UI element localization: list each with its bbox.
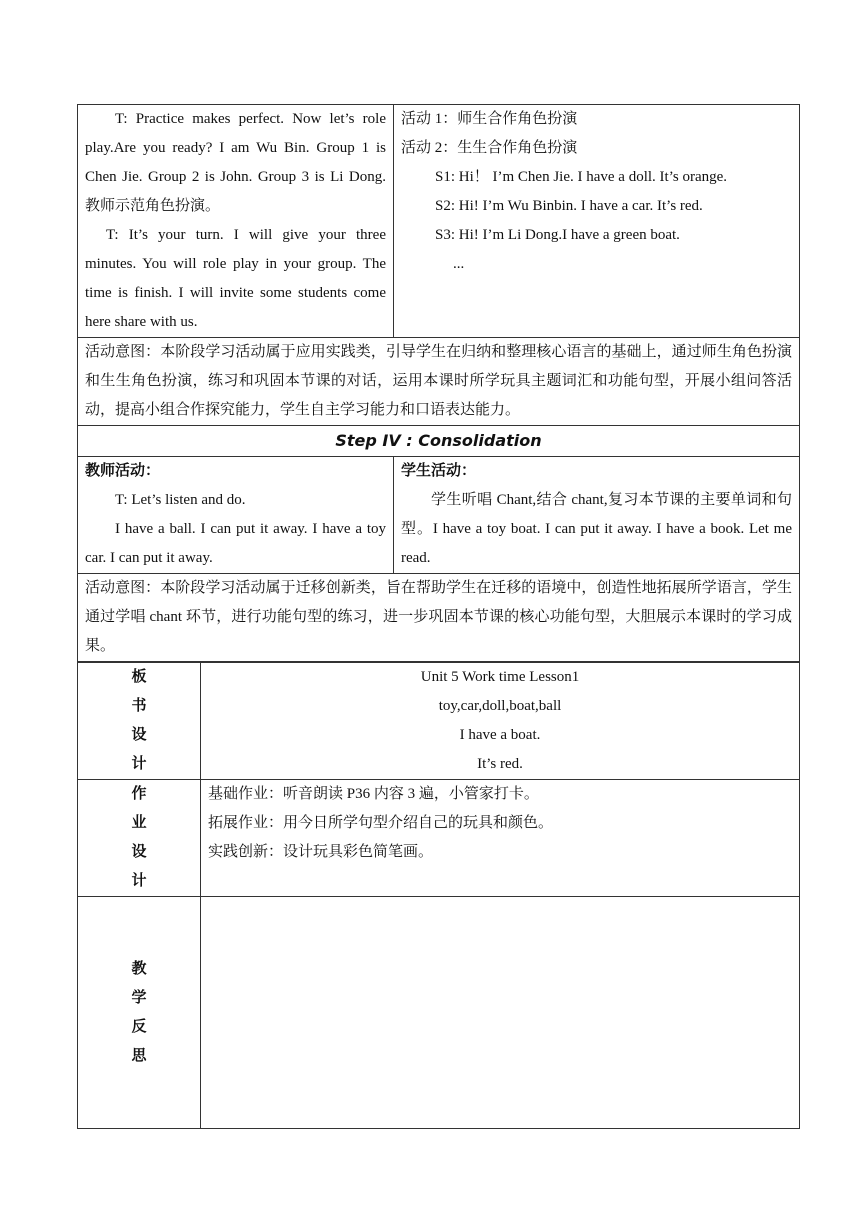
student-line-4: S2: Hi! I’m Wu Binbin. I have a car. It’s red. (435, 198, 703, 214)
homework-line-2: 拓展作业：用今日所学句型介绍自己的玩具和颜色。 (208, 815, 554, 831)
board-label-char: 书 (131, 698, 147, 714)
activity-intent-3: 活动意图：本阶段学习活动属于应用实践类，引导学生在归纳和整理核心语言的基础上，通过师生角色扮演和生生角色扮演，练习和巩固本节课的对话，运用本课时所学玩具主题词汇和功能句型，开展小组问答活动，提高小组合作探究能力，学生自主学习能力和口语表达能力。 (78, 338, 800, 426)
board-label (78, 663, 201, 780)
activity-intent-4: 活动意图：本阶段学习活动属于迁移创新类，旨在帮助学生在迁移的语境中，创造性地拓展所学语言，学生通过学唱 chant 环节，进行功能句型的练习，进一步巩固本节课的核心功能句型，大胆展示本课时的学习成果。 (78, 574, 800, 662)
student-line-6: ... (453, 256, 465, 272)
board-line-4: It’s red. (477, 756, 523, 772)
board-design-cell (201, 663, 800, 780)
homework-line-1: 基础作业：听音朗读 P36 内容 3 遍，小管家打卡。 (208, 786, 539, 802)
board-line-3: I have a boat. (459, 727, 541, 743)
student-activity-cell (394, 105, 800, 338)
consolidation-row (78, 457, 800, 574)
role-play-row (78, 105, 800, 338)
board-row (78, 663, 800, 780)
design-table (77, 662, 800, 1129)
homework-label-char: 计 (131, 873, 147, 889)
student-line-3: S1: Hi！ I’m Chen Jie. I have a doll. It’s orange. (435, 169, 728, 185)
step4-teacher-line-2: I have a ball. I can put it away. I have a toy car. I can put it away. (85, 521, 386, 566)
reflection-label-char: 思 (131, 1047, 147, 1064)
student-line-1: 活动 1：师生合作角色扮演 (401, 111, 578, 127)
board-line-2: toy,car,doll,boat,ball (438, 698, 562, 714)
step4-teacher-line-1: T: Let’s listen and do. (115, 492, 246, 508)
board-label-char: 设 (131, 727, 147, 743)
activity-table (77, 104, 800, 662)
reflection-label (78, 897, 201, 1129)
step4-student-text: 学生听唱 Chant,结合 chant,复习本节课的主要单词和句型。I have a toy boat. I can put it away. I have a book. Let me read. (401, 492, 792, 566)
board-label-char: 板 (131, 669, 147, 685)
teacher-activity-cell (78, 105, 394, 338)
step4-teacher-cell (78, 457, 394, 574)
homework-line-3: 实践创新：设计玩具彩色简笔画。 (208, 844, 434, 860)
reflection-label-char: 学 (131, 989, 147, 1006)
board-line-1: Unit 5 Work time Lesson1 (420, 669, 580, 685)
intent-row-4 (78, 574, 800, 662)
teacher-text-1: T: Practice makes perfect. Now let’s role play.Are you ready? I am Wu Bin. Group 1 is Chen Jie. Group 2 is John. Group 3 is Li Dong. 教师示范角色扮演。 (85, 111, 386, 214)
reflection-label-char: 反 (131, 1018, 147, 1035)
homework-label-char: 设 (131, 844, 147, 860)
student-line-2: 活动 2：生生合作角色扮演 (401, 140, 578, 156)
step4-student-cell (394, 457, 800, 574)
student-activity-heading: 学生活动： (401, 463, 477, 479)
homework-label-char: 作 (131, 786, 147, 802)
teacher-activity-heading: 教师活动： (85, 463, 161, 479)
homework-label (78, 780, 201, 897)
board-label-char: 计 (131, 756, 147, 772)
step4-title: Step IV : Consolidation (78, 426, 800, 457)
homework-label-char: 业 (131, 815, 147, 831)
reflection-cell (201, 897, 800, 1129)
homework-row (78, 780, 800, 897)
teacher-text-2: T: It’s your turn. I will give your three minutes. You will role play in your group. The time is finish. I will invite some students come here share with us. (85, 227, 386, 330)
step4-title-row (78, 426, 800, 457)
reflection-row (78, 897, 800, 1129)
student-line-5: S3: Hi! I’m Li Dong.I have a green boat. (435, 227, 680, 243)
lesson-plan (77, 104, 799, 1129)
reflection-label-char: 教 (131, 960, 147, 977)
intent-row-3 (78, 338, 800, 426)
homework-cell (201, 780, 800, 897)
